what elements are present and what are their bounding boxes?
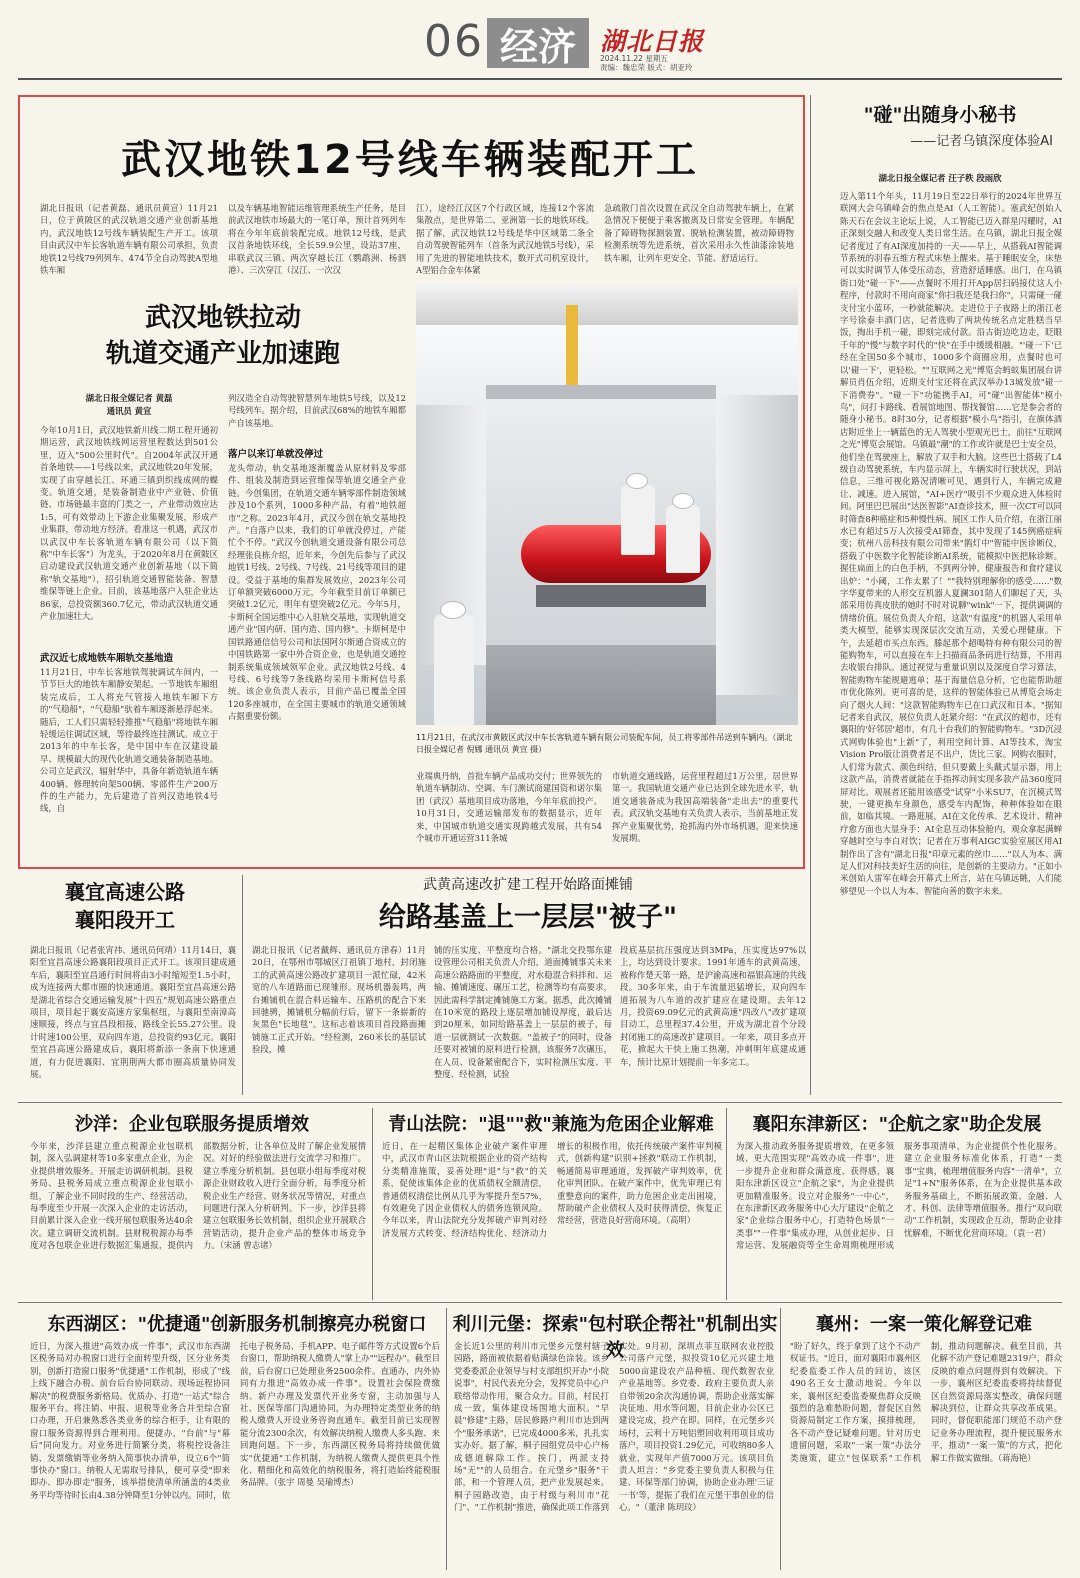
sub-byline [40, 392, 218, 418]
editors-line: 责编：魏忠荣 版式：胡亚玲 [600, 63, 693, 72]
side-subheadline: ——记者乌镇深度体验AI [910, 134, 1053, 149]
feature-headline: 武汉地铁12号线车辆装配开工 [121, 137, 699, 183]
dongjin-headline: 襄阳东津新区："企航之家"助企发展 [752, 1114, 1042, 1135]
side-headline: "碰"出随身小秘书 [863, 104, 1017, 126]
wuhuang-col1: 湖北日报讯（记者戴辉、通讯员方津春）11月20日，在鄂州市鄂城区汀祖镇丁地村，封闭施工的武黄高速公路改扩建项目一派忙碌，42米宽的八车道路面已现雏形。现场机器轰鸣，两台摊铺机在混合料运输车、压路机的配合下来回驰骋，摊铺机分幅前行后，留下一条崭新的灰黑色"长地毯"。这标志着该项目首段路面摊铺施工正式开始。"经检测，260米长的基层试验段，摊 [252, 945, 426, 1055]
sub-byline-2: 通讯员 黄宣 [106, 406, 152, 416]
qingshan-article-text: 近日，在一起精区集体企业破产案件审理中，武汉市青山区法院根据企业的资产结构分类精准施策，妥善处理"退"与"救"的关系，促使该集体企业的优质债权全额清偿，普通债权清偿比例从几乎为零提升至57%，有效避免了因企业债权人的债务连锁风险。今年以来，青山法院充分发挥破产审判对经济发展方式转变、经济结构优化、经济动力增长的积极作用，依托传统破产案件审判模式，创新构建"识别+拯救"联动工作机制，畅通简易审理通道，发挥破产审判效率，优化审判团队。在破产案件中，优先审理已有重整意向的案件，助力危困企业走出困境，帮助破产企业债权人及时获得清偿，恢复正常经营，营造良好营商环境。（高明） [382, 1141, 722, 1238]
feature-col-a-subhead: 武汉近七成地铁车厢轨交基地造 [40, 653, 174, 664]
xiangyi-headline-line2: 襄阳段开工 [75, 908, 175, 932]
ceiling-truss [416, 285, 798, 325]
feature-intro-col3: 江），途经江汉区7个行政区域，连接12个客流集散点，是世界第二、亚洲第一长的地铁环线。据了解，武汉地铁12号线是华中区域第二条全自动驾驶智能列车（首条为武汉地铁5号线），采用了先进的智能地铁技术，数开式司机室设计，A型铝合金车体紧 [416, 203, 594, 276]
sub-byline-1: 湖北日报全媒记者 黄磊 [85, 393, 173, 403]
feature-col-a2: 11月21日，中车长客地铁驾驶调试车间内，一节节巨大的地铁车厢静安架起。一节地铁车厢组装完成后，工人将充气管接入地铁车厢下方的"气稳船"，"气稳船"驮着车厢逐渐悬浮起来。随后，工人们只需轻轻推推"气稳船"将地铁车厢轻缓运往调试区域，等待最终连挂测试。成立于2013年的中车长客，是中国中车在汉建设最早、规模最大的现代化轨道交通装备制造基地。公司立足武汉，辐射华中，具备年新造轨道车辆400辆、修理转向架500辆、零部件生产200万件的生产能力，先后建造了首列汉造地铁4号线，自 [40, 667, 218, 814]
row4-top-rule [18, 1302, 1062, 1303]
masthead-rule [18, 78, 1062, 80]
dongxihu-headline: 东西湖区："优捷通"创新服务机制擦亮办税窗口 [47, 1314, 427, 1335]
floor-area [486, 645, 716, 725]
row3-divider-1 [372, 1108, 373, 1300]
shayang-headline: 沙洋：企业包联服务提质增效 [75, 1114, 309, 1135]
wuhuang-kicker: 武黄高速改扩建工程开始路面摊铺 [423, 877, 633, 893]
liyuan-headline: 利川元堡：探索"包村联企帮社"机制出实效 [452, 1314, 778, 1361]
paper-meta [600, 54, 692, 72]
feature-col-a: 今年10月1日，武汉地铁新川线二期工程开通初期运营，武汉地铁线网运营里程数达到501公里，迈入"500公里时代"。自2004年武汉开通首条地铁——1号线以来，武汉地铁20年发展，实现了由穿越长江、环通三镇到织线成网的蝶变。轨道交通，是装备制造业中产业链、价值链、市场链最丰富的门类之一，产业带动效应达1:5，可有效带动上下游企业集聚发展，形成产业集群，带动地方经济。看准这一机遇，武汉市以武汉中车长客轨道车辆有限公司（以下简称"中车长客"）为龙头，于2020年8月在黄陂区启动建设武汉轨道交通产业创新基地（以下简称"轨交基地"），招引轨道交通智能装备、智慧维保等链上企业。目前，该基地落户入驻企业达86家，总投资额360.7亿元，带动武汉轨道交通产业加速壮大。 [40, 425, 218, 622]
row2-divider [242, 875, 243, 1095]
worker-2 [666, 505, 700, 573]
wuhuang-col3: 段底基层抗压强度达到3MPa，压实度达97%以上，均达到设计要求。1991年通车的武黄高速，被称作楚天第一路，是沪渝高速和福银高速的共线段。30多年来，由于车流量迅猛增长，双向四车道拓展为八车道的改扩建应在建设期。去年12月，投资69.09亿元的武黄高速"四改八"改扩建项目动工，总里程37.4公里，开成为湖北首个分段封闭施工的高速改扩建项目。一年来，项目多点开花，掀起大干快上施工热潮，冲刺明年底建成通车，预计比原计划提前一年多完工。 [620, 945, 806, 1067]
shayang-article-text: 今年来，沙洋县建立重点税源企业包联机制，深入弘调建材等10多家重点企业，为企业提供增效服务。开展走访调研机制。县税务局、县税务局成立重点税源企业包联小组，了解企业不同时段的生产、经营活动，每季度至少开展一次深入企业的走访活动，目前累计深入企业一线开展包联服务达40余次。建立调研交流机制。县财税税源办每季度对各包联企业进行数据汇集通报，提供内部数据分析，让各单位及时了解企业发展情况。对好的经验做法进行交流学习和推广。建立季度分析机制。县包联小组每季度对税源企业财政收入进行全面分析，每季度分析税企业生产经营、财务状况等情况，对重点问题进行深入分析研判。下一步，沙洋县将建立包联服务长效机制，组织企业开展联合营销活动，提升企业产品的整体市场竞争力。（宋涵 曾志诸） [30, 1141, 366, 1251]
feature-col-b: 列汉造全自动驾驶智慧列车地铁5号线，以及12号线列车。据介绍，目前武汉68%的地铁车厢都产自该基地。 [228, 393, 406, 428]
worker-1-helmet [626, 473, 648, 489]
roof-frame [486, 385, 716, 399]
row4-divider-1 [446, 1308, 447, 1570]
worker-1 [621, 485, 655, 555]
feature-col-b-subhead: 落户以来订单就没停过 [228, 449, 324, 460]
sub-headline [40, 300, 406, 372]
dongjin-article-text: 为深入推动政务服务提质增效，在更多领域、更大范围实现"高效办成一件事"，进一步提升企业和群众满意度、获得感，襄阳东津新区设立"企航之家"，为企业提供更加精准服务。设立对企服务"一中心"，在东津新区政务服务中心大厅建设"企航之家"企业综合服务中心，打造特色场景"一类事""一件事"集成办理，从创业起步、日常运营、发展融资等全生命周期梳理形成服务事项清单，为企业提供个性化服务。建立企业服务标准化体系，打造"一类事"宝典，梳理增值服务内容"一清单"，立足"1+N"服务体系，在为企业提供基本政务服务基础上，不断拓展政策、金融、人才、科创、法律等增值服务。推行"双向联动"工作机制，实现政企互动，帮助企业排忧解难，不断优化营商环境。（袁一君） [736, 1141, 1062, 1251]
xiangyi-headline [30, 878, 220, 934]
xiangzhou-article-text: "盼了好久，终于拿到了这个不动产权证书。"近日，面对襄阳市襄州区纪委监委工作人员的回访，该区490名王女士激动地说。今年以来，襄州区纪委监委聚焦群众反映强烈的急难愁盼问题，督促区自然资源局制定工作方案，摸排梳理，各不动产登记疑难问题。针对历史遗留问题，采取"一案一策"办法分类施策，建立"包保联系"工作机制，推动问题解决。截至目前，共化解不动产登记难题2319户，群众反映的难点问题得到有效解决。下一步，襄州区纪委监委将持续督促区自然资源局落实整改，确保问题解决到位，让群众共享改革成果。同时，督促职能部门规范不动产登记业务办理流程，提升便民服务水平，推动"一案一策"的方式，把化解工作做实做细。（蒋海艳） [790, 1341, 1062, 1463]
photo-caption: 11月21日，在武汉市黄陂区武汉中车长客轨道车辆有限公司装配车间，员工将零部件吊送到车辆内。（湖北日报全媒记者 倪娜 通讯员 黄宣 摄） [416, 733, 793, 754]
crane-hook [566, 305, 578, 395]
feature-col-b2: 龙头带动，轨交基地逐渐覆盖从原材料及零部件、组装及制造到运营维保等轨道交通全产业链。今创集团，在轨道交通车辆零部件制造领域涉及10个系列，1000多种产品，有着"地铁超市"之称。2023年4月，武汉今创在轨交基地投产。"自落户以来，我们的订单就没停过，产能忙个不停。"武汉今创轨道交通设备有限公司总经理张良栋介绍，近年来，今创先后参与了武汉地铁1号线、2号线、7号线、21号线等项目的建设。受益于基地的集群发展效应，2023年公司订单额突破6000万元，今年截至目前订单额已突破1.2亿元，明年有望突破2亿元。今年5月，卡斯柯全国运维中心入驻轨交基地，实现轨道交通产业"国内研、国内造、国内修"。卡斯柯是中国铁路通信信号公司和法国阿尔斯通合资成立的中国铁路第一家中外合资企业，也是轨道交通控制系统集成领域领军企业。武汉地铁2号线、4号线、6号线等7条线路均采用卡斯柯信号系统。该企业负责人表示，目前产品已覆盖全国120多座城市，在全国主要城市的轨道交通领域占据重要份额。 [228, 463, 406, 722]
frame-beam [536, 585, 706, 607]
sub-headline-line1: 武汉地铁拉动 [144, 303, 301, 333]
worker-2-helmet [672, 493, 694, 509]
xiangzhou-headline: 襄州：一案一策化解登记难 [816, 1314, 1032, 1335]
xiangyi-article-text: 湖北日报讯（记者张宵祎、通讯员何靖）11月14日，襄阳至宜昌高速公路襄阳段项目正式开工。该项目建成通车后，襄阳至宜昌通行时间将由3小时缩短至1.5小时，成为连接两大都市圈的快速通道。襄阳至宜昌高速公路是湖北省综合交通运输发展"十四五"规划高速公路重点项目，项目起于襄安高速方家集枢纽，与襄阳至南漳高速顺接，终点与宜昌段相接，路线全长55.27公里。设计时速100公里，双向四车道，总投资约93亿元。襄阳至宜昌高速公路建成后，襄阳将新添一条南下快速通道，有力促进襄阳、宜荆荆两大都市圈高质量协同发展。 [30, 945, 236, 1080]
qingshan-headline: 青山法院："退""救"兼施为危困企业解难 [388, 1114, 714, 1135]
side-byline: 湖北日报全媒记者 汪子秩 段雨欣 [878, 173, 1002, 183]
feature-col-c: 业瑞典丹纳，首批车辆产品成功交付；世界领先的轨道车辆制动、空调、车门测试商建国资和诺尔集团（武汉）基地项目成功落地，今年年底前投产。10月31日，交通运输部发布的数据显示，近年来，中国城市轨道交通实现跨越式发展，共有54个城市开通运营311条城 [416, 771, 602, 844]
feature-intro-col2: 以及车辆基地智能运维管理系统生产任务，是目前武汉地铁市场最大的一笔订单，预计首列列车将在今年年底前装配完成。地铁12号线，是武汉首条地铁环线，全长59.9公里，设站37座，串联武汉三镇、两次穿越长江（鹦鹉洲、杨泗港）、三次穿江（汉江、一次汉 [228, 203, 406, 276]
feature-col-d: 市轨道交通线路，运营里程超过1万公里，居世界第一。我国轨道交通产业已达到全球先进水平，轨道交通装备成为我国高端装备"走出去"的重要代表。武汉轨交基地有关负责人表示，当前基地正发挥产业集聚优势，抢抓海内外市场机遇，迎来快速发展期。 [612, 771, 798, 844]
row4-divider-2 [780, 1308, 781, 1570]
feature-intro-col1: 湖北日报讯（记者黄磊、通讯员黄宣）11月21日，位于黄陂区的武汉轨道交通产业创新基地内，武汉地铁12号线车辆装配生产开工。该项目由武汉中车长客轨道车辆有限公司承担，负责地铁12号线79列列车、474节全自动驾驶A型地铁车厢 [40, 203, 218, 276]
section-label: 经济 [487, 18, 589, 68]
page-number: 06 [424, 16, 484, 67]
assembly-photo [416, 285, 798, 725]
worker-3 [434, 615, 474, 725]
liyuan-article-text: 金长近1公里的利川市元堡乡元堡村辖子园路，路面被依据着贴满绿色涂装。该乡党委委派企业领导与村支部组织开办"小院说事"，村民代表充分会，发挥党员中心户联络带动作用，聚合众力。目前，村民打成一致，集体建设场围地大面积。"早晨"修建"主路，居民修路户利川市达到两个"服务承诺"，已完成4000多米，扎扎实实办好。据了解，桐子园组党员中心户杨成德道解除工作。挨门，两派支持场"无""的人员组合。在元堡乡"服务"干部，和一个管理人员，把产业发展起来。桐子园路改造，由于村级与利川市"花门"、"工作机制"推进，确保此项工作落到实处。9月初，深圳点菲互联网农业控股公司落户元堡，拟投资10亿元兴建土地5000亩建设农产品种植、现代数智农业产业基地等。乡党委、政府主要负责人亲自带领20余次沟通协调，帮助企业落实解决征地、用水等问题，目前企业办公区已建设完成，投产在即。同样，在元堡乡兴场村，云利十万吨铝塑回收利用项目成功落户，项目投资1.29亿元，可收纳80多人就业，实现年产值7000万元。该项目负责人坦言："乡党委主要负责人积极与住建、环保等部门协调，协助企业办理'三证一书'等，提振了我们在元堡干事创业的信心。"（董津 陈玥玟） [454, 1341, 774, 1513]
newspaper-name: 湖北日报 [600, 27, 705, 56]
date-line: 2024.11.22 星期五 [600, 54, 668, 63]
row3-top-rule [18, 1102, 1062, 1103]
car-body-right [716, 395, 798, 695]
dongxihu-article-text: 近日，为深入推进"高效办成一件事"，武汉市东西湖区税务局对办税窗口进行全面转型升级，区分业务类别，创新打造窗口服务"优捷通"工作机制，形成了"线上线下融合办税、前台后台协同联动、现场远程协同解决"的税费服务新格局。优质办、打造"一站式"综合服务平台。将注销、申报、退税等业务合并至综合窗口办理，开启兼熟悉各类业务的综合柜手，让有限的窗口服务资源得到合理利用。便捷办，"台前"与"幕后"同向发力。对业务进行简繁分类，将税控设备注销、发票缴销等业务纳入简事快办清单，设立6个"简事快办"窗口。纳税人无需取号排队，便可享受"即来即办、即办即走"服务，该举措使清单所涵盖的4类业务平均等待时长由4.38分钟降至1分钟以内。同时，依托电子税务局、手机APP、电子邮件等方式设置6个后台窗口，帮助纳税人缴费人"掌上办""远程办"。截至目前，后台窗口已处理业务2500余件。直通办，内外协同有力推进"高效办成一件事"。设置社会保险费缴纳、新户办理及发票代开业务专窗，主动加强与人社、医保等部门沟通协同，为办理特定类型业务的纳税人缴费人开设业务咨询直通车。截至目前已实现智能分流2300余次，有效解决纳税人缴费人多头跑、来回跑问题。下一步，东西湖区税务局将持续做优做实"优捷通"工作机制，为纳税人缴费人提供更具个性化、精细化和高效化的纳税服务，将打造始终能税服务品牌。（张宇 周曼 吴瑜博杰） [30, 1341, 440, 1500]
xiangyi-headline-line1: 襄宜高速公路 [65, 880, 185, 904]
sub-headline-line2: 轨道交通产业加速跑 [105, 339, 340, 369]
row3-divider-2 [726, 1108, 727, 1300]
feature-intro-col4: 急疏散门首次设置在武汉全自动驾驶车辆上，在紧急情况下便便于乘客撤离及日常安全管理。车辆配备了障碍物探测装置、脱轨检测装置，被动障碍物检测系统等先进系统，首次采用永久性油漆涂装地铁车厢，让列车更安全、节能、舒适运行。 [604, 203, 794, 263]
side-divider [810, 95, 811, 1095]
wuhuang-col2: 铺的压实度、平整度均合格。"湖北交投鄂东建设管理公司相关负责人介绍，道面摊铺事关未来高速公路路面的平整度，对水稳混合料拌和、运输、摊铺速度、碾压工艺，检测等均有高要求，因此需科学制定摊铺施工方案。据悉，此次摊铺在10米宽的路段上逐层增加铺设厚度，最后达到20厘米，如同给路基盖上一层层的被子，每道一层就测试一次数据。"盖被子"的同时，设备还要对被铺的原料进行检测，该服务7次碾压，在人员、设备紧密配合下，实时检测压实度、平整度、经检测，试验 [434, 945, 612, 1080]
worker-3-helmet [440, 601, 466, 619]
side-article-text: 迈入第11个年头，11月19日至22日举行的2024年世界互联网大会乌镇峰会的焦点是AI（人工智能）。塞武纪创始人陈天石在会议主论坛上说，人工智能已迈入群星闪耀时，AI正深刻交融人和改变人类日常生活。在乌镇，湖北日报全媒记者度过了有AI深度加持的一天——早上，从搭载AI智能调节系统的羽春五维方程式床垫上醒来。基于睡眠安全，床垫可以实时调节人体受压动态，营造舒适睡感。出门，在乌镇街口处"碰一下"——点餐时不用打开App居扫码接仗这人小程序，付款时不用向商家"你扫我还是我扫你"，只需碰一碰支付宝小蓝环，一秒就能解决。走进位于子夜路上的浙江老字号徐泰丰酒门店，记者选购了两块传统名点定胜糕当早饭，掏出手机一碰，即刻完成付款。沿古街边吃边走，眨眼千年的"慢"与数字时代的"快"在手中缓缓相融。"'碰一下'已经在全国50多个城市，1000多个商圈应用，点餐时也可以'碰一下'，更轻松。""互联网之光"博览会蚂蚁集团展台讲解员肖伍介绍，近期支付宝还将在武汉举办13城发放"碰一下消费券"。"碰一下"功能携手AI，可"碰"出智能体"模小鸟"，问打卡路线、看展馆地图、帮找餐馆……它是参会者的随身小秘书。8时30分，记者根据"模小鸟"指引，在旗体酒店附近坐上一辆蓝色的无人驾驶小型观光巴士，前往"互联网之光"博览会展馆。乌镇最"潮"的工作或许就是巴士安全员，他们坐在驾驶座上，解放了双手和大脑。这些巴士搭载了L4级自动驾驶系统，车内显示屏上，车辆实时行驶状况，到站信息，三维可视化路况清晰可见，遇到行人，车辆完成避让、减速。进入展馆，"AI+医疗"吸引不少观众进入体检时间。阿里巴巴展出"达医智影"AI查诊技术，照一次CT可以同时筛查8种癌症和5种慢性病。展区工作人员介绍，在浙江丽水已有超过5万人次接受AI筛查，其中发现了145例癌症病变；杭州八岳科技有限公司带来"鹊灯中"智能中医诊断仪，搭载了中医数字化智能诊断AI系统，能模拟中医把脉诊断。握住扁面上的白色手柄，不到两分钟，健康报告和食疗建议出炉："小阈，工作太累了！""我特别理解你的感受……"数字华夏带来的人形交互机器人夏澜301陪人们聊起了天，头部采用仿真皮肤的她时不时对说聊"wink"一下，提供调调的情绪价值。展位负责人介绍，这款"有温度"的机器人采用单类大模型，能够实现深层次交流互动，关爱心理健康。下午，去延超市买点东西。滕起那个超喝特有种有限公司的智能购物车，可以直接在车上扫描商品条码进行结算，不用再去收银台排队。通过视觉与重量识别以及深度自学习算法，智能购物车能规避逃单；基于海量信息分析，它也能帮助超市优化陈列。更可喜的是，这样的智能体验已从博览会场走向了烟火人间："这款智能购物车已在口武汉和日本。"据知记者来自武汉，展位负责人赶紧介绍："在武汉的超市，还有襄阳的'好邻居'超市，有几十台我们的智能购物车。"3D沉浸式网购体验也"上新"了，利用空间计算、AI等技术，淘宝Vision Pro版让消费者足不出户，货比三家。网购衣服时，人们常为款式、颜色纠结，但只要戴上头戴式显示器，用上这款产品，消费者就能在手指挥动间实现多款产品360度同屏对比。观展者还能用该感受"试穿"小米SU7，在沉模式驾驶，一键更换车身颜色，感受车内配饰，种种体验如在眼前，如临其境。一路逛展，AI在文化传承、艺术设计、精神疗愈方面也大显身手：AI全息互动体验舱内，观众拿起满蝉穿越时空与李白对饮；记者在万事利AIGC实验室展区用AI制作出了含有"湖北日报"印章元素的丝巾……"以人为本、满足人们对科技美好生活的向往，是创新的主要动力。"正如小米创始人雷军在峰会开幕式上所言，站在乌镇远眺，人们能够望见一个以人为本、智能向善的数字未来。 [840, 191, 1062, 896]
wuhuang-headline: 给路基盖上一层层"被子" [378, 902, 678, 933]
